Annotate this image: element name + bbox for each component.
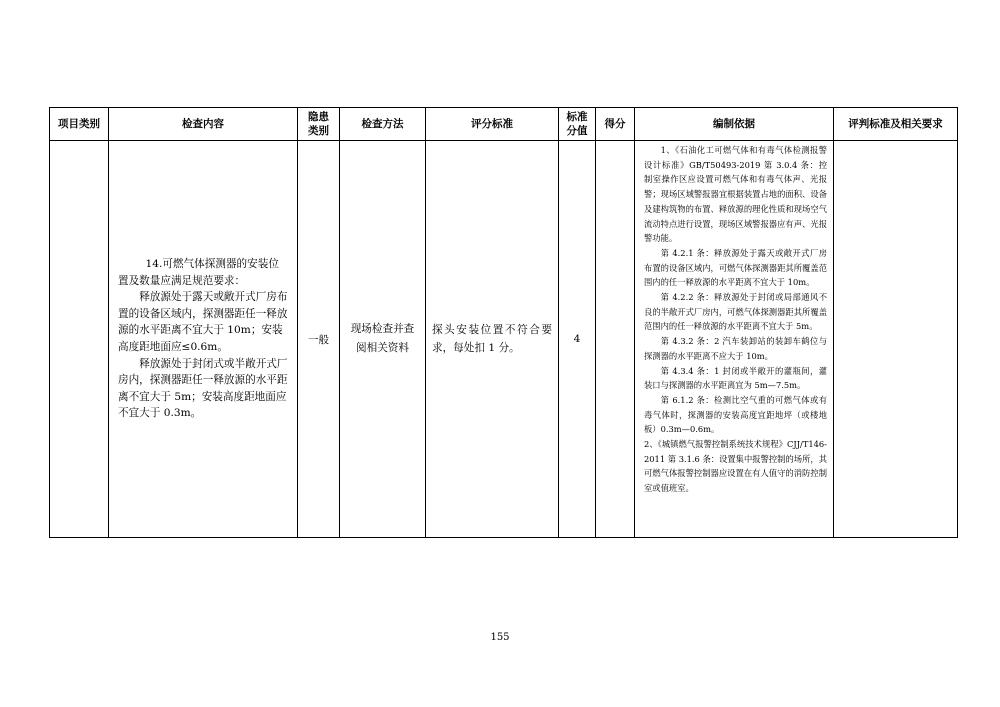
cell-method: 现场检查并查阅相关资料 (340, 141, 426, 538)
inspection-sheet (49, 107, 957, 538)
basis-item: 第 4.2.2 条：释放源处于封闭或局部通风不良的半敞开式厂房内，可燃气体探测器距其所覆盖范围内的任一释放源的水平距离不宜大于 5m。 (644, 292, 827, 332)
header-category: 项目类别 (50, 108, 109, 141)
header-requirements: 评判标准及相关要求 (834, 108, 958, 141)
cell-score: 4 (559, 141, 596, 538)
inspection-table (49, 107, 958, 538)
cell-obtained (596, 141, 635, 538)
content-para-1: 释放源处于露天或敞开式厂房布置的设备区域内，探测器距任一释放源的水平距离不宜大于 10m；安装高度距地面应≤0.6m。 (118, 291, 288, 353)
basis-item: 2、《城镇燃气报警控制系统技术规程》CJJ/T146-2011 第 3.1.6 条：设置集中报警控制的场所，其可燃气体报警控制器应设置在有人值守的消防控制室或值班室。 (644, 439, 827, 494)
cell-criteria: 探头安装位置不符合要求，每处扣 1 分。 (426, 141, 559, 538)
basis-item: 1、《石油化工可燃气体和有毒气体检测报警设计标准》GB/T50493-2019 第 3.0.4 条：控制室操作区应设置可燃气体和有毒气体声、光报警；现场区域警报器宜根据装置占地的面积、设备及建构筑物的布置、释放源的理化性质和现场空气流动特点进行设置，现场区域警报器应有声、光报警功能。 (644, 145, 827, 244)
header-method: 检查方法 (340, 108, 426, 141)
basis-item: 第 4.2.1 条：释放源处于露天或敞开式厂房布置的设备区域内，可燃气体探测器距其所覆盖范围内的任一释放源的水平距离不宜大于 10m。 (644, 247, 827, 288)
cell-basis (635, 141, 834, 538)
header-row (50, 108, 958, 141)
cell-category (50, 141, 109, 538)
cell-content (109, 141, 298, 538)
header-hazard-type: 隐患类别 (298, 108, 340, 141)
basis-item: 第 6.1.2 条：检测比空气重的可燃气体或有毒气体时，探测器的安装高度宜距地坪（或楼地板）0.3m—0.6m。 (644, 394, 827, 435)
header-obtained: 得分 (596, 108, 635, 141)
content-title: 14.可燃气体探测器的安装位置及数量应满足规范要求： (118, 258, 279, 287)
basis-item: 第 4.3.4 条：1 封闭或半敞开的灌瓶间，灌装口与探测器的水平距离宜为 5m—7.5m。 (644, 365, 827, 391)
page-number: 155 (490, 632, 510, 643)
header-content: 检查内容 (109, 108, 298, 141)
content-para-2: 释放源处于封闭式或半敞开式厂房内，探测器距任一释放源的水平距离不宜大于 5m；安装高度距地面应不宜大于 0.3m。 (118, 357, 288, 420)
cell-requirements (834, 141, 958, 538)
table-row (50, 141, 958, 538)
basis-item: 第 4.3.2 条：2 汽车装卸站的装卸车鹤位与探测器的水平距离不应大于 10m。 (644, 336, 827, 361)
header-criteria: 评分标准 (426, 108, 559, 141)
header-basis: 编制依据 (635, 108, 834, 141)
header-score: 标准分值 (559, 108, 596, 141)
cell-hazard-type: 一般 (298, 141, 340, 538)
